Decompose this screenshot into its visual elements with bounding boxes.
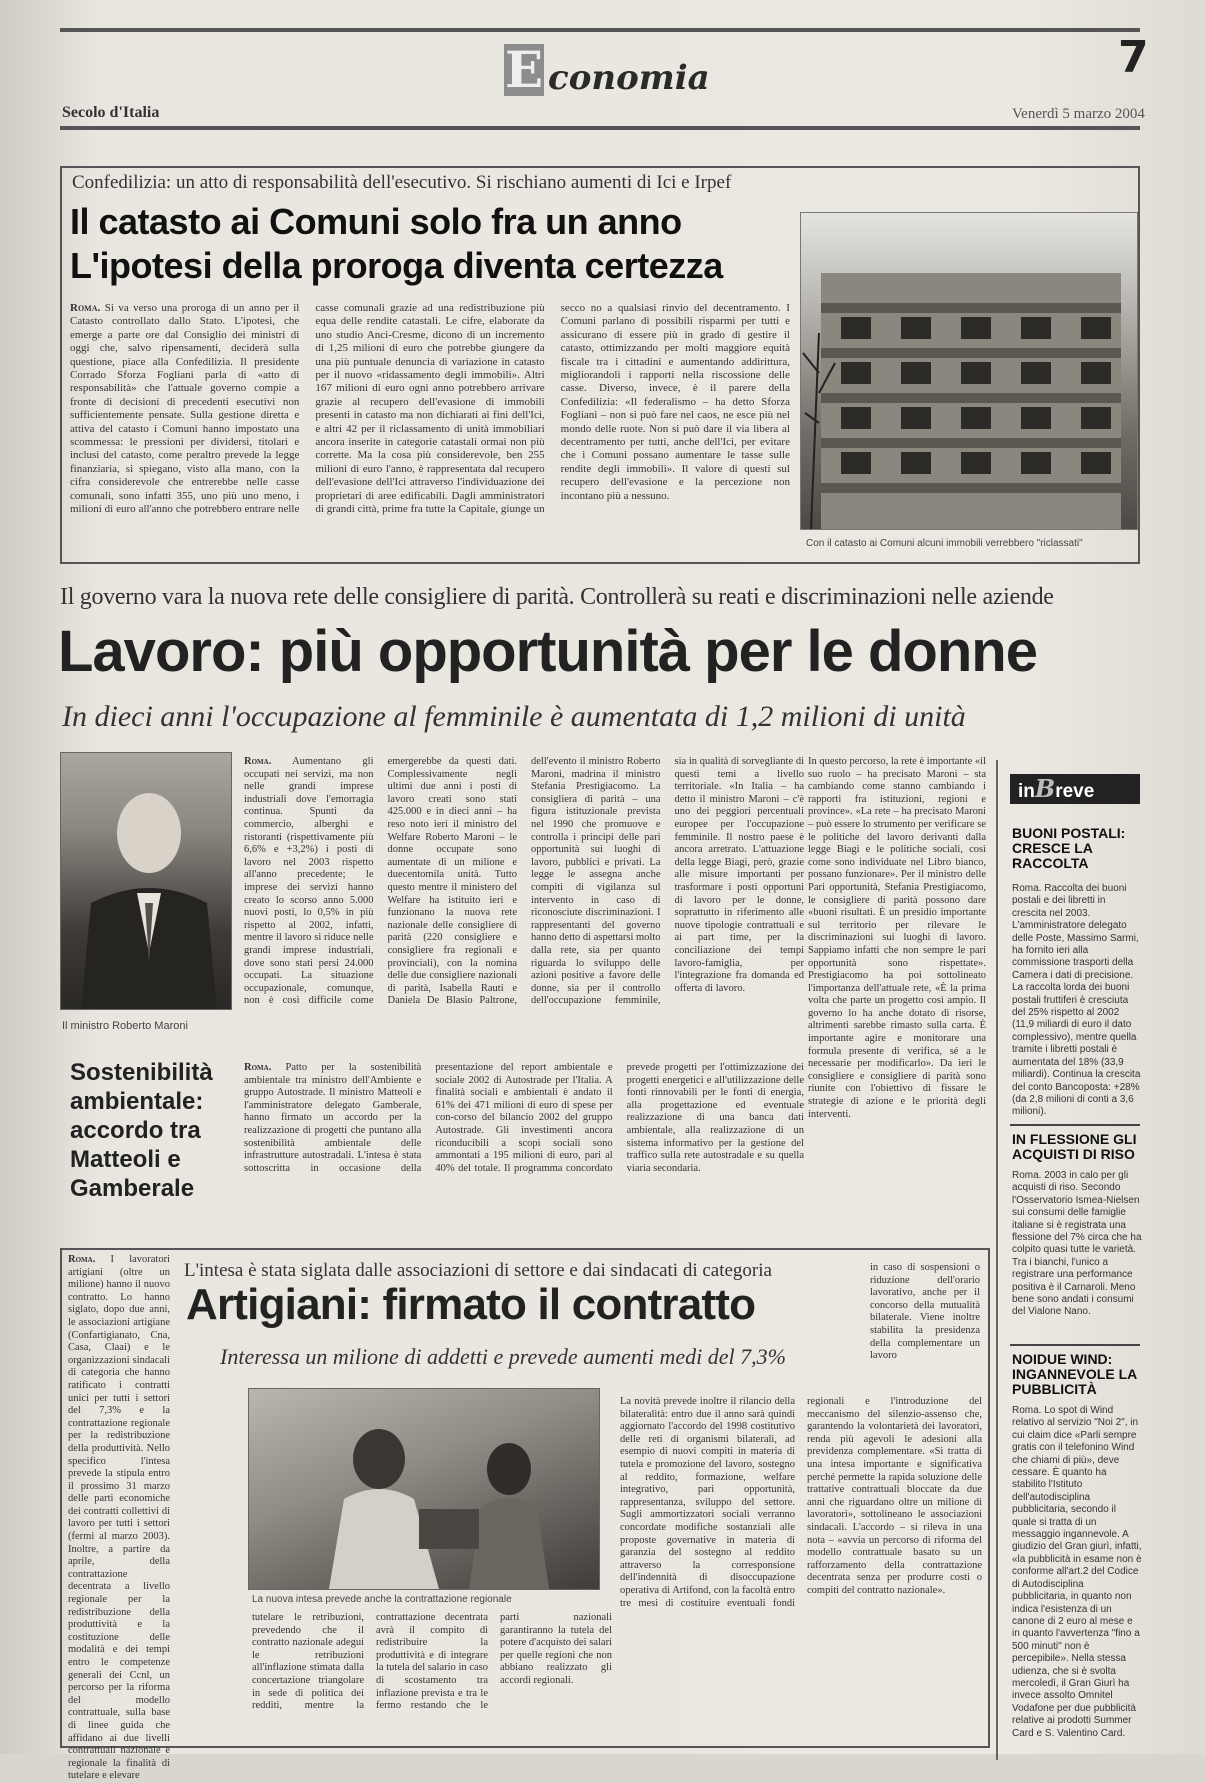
article-lavoro-headline: Lavoro: più opportunità per le donne <box>58 619 1037 684</box>
dateline: Roma. <box>244 1062 272 1073</box>
article-artigiani-left-text: I lavoratori artigiani (oltre un milione) hanno il nuovo contratto. Lo hanno siglato, dopo due anni, le associazioni artigiane (Confartigianato, Cna, Casa, Claai) e le organizzazioni sindacali di categoria che hanno ratificato i contratti unici per tutti i settori del 7,3% e la contrattazione regionale per la redistribuzione della produttività. Nello specifico l'intesa prevede la stipula entro il prossimo 31 marzo delle parti economiche dei contratti collettivi di lavoro per tutti i settori (fermi al marzo 2003). Inoltre, a partire da aprile, della contrattazione decentrata a livello regionale per la redistribuzione della produttività e la costituzione delle modalità e dei tempi entro le competenze generali dei Ccnl, un percorso per la riforma del modello contrattuale, sulla base di linee guida che affidano ai due livelli contrattuali nazionale e regionale la finalità di tutelare e elevare <box>68 1254 171 1782</box>
sidebar-separator <box>1010 1124 1140 1126</box>
article-artigiani-subhead: Interessa un milione di addetti e prevede aumenti medi del 7,3% <box>220 1344 786 1369</box>
building-illustration <box>801 213 1137 529</box>
building-photo <box>800 212 1138 530</box>
article-catasto-text: Si va verso una proroga di un anno per il Catasto controllato dallo Stato. L'ipotesi, che emerge a parte ore dal Consiglio dei ministri di oggi che, salvo ripensamenti, deciderà sulla questione, piace alla Confedilizia. Il presidente Corrado Sforza Fogliani parla di «atto di responsabilità» che l'attuale governo compie a fronte di decisioni di precedenti esecutivi non sufficientemente pensate. Sulla gestione diretta e attiva del catasto i Comuni hanno impostato una scommessa: le pressioni per dividersi, titolari e inclusi del catasto, come peraltro prevede la legge finanziaria, si spiegano, visto alla mano, con la cifra considerevole che entrerebbe nelle casse comunali, sono infatti 355, uno più uno meno, i milioni di euro all'anno che potrebbero entrare nelle casse comunali grazie ad una redistribuzione più equa delle rendite catastali. Le cifre, elaborate da uno studio Anci-Cresme, dicono di un incremento di 1,25 milioni di euro che potrebbe giungere da una più puntuale denuncia di variazione in catasto per il nuovo «ridassamento degli immobili». Altri 167 milioni di euro ogni anno potrebbero arrivare grazie al recupero dell'evasione di immobili presenti in catasto ma non dichiarati ai fini dell'Ici, e altri 42 per il riclassamento di unità immobiliari ancora inserite in categorie catastali ormai non più corrette. Ma la cosa più considerevole, ben 255 milioni di euro l'anno, è rappresentata dal recupero dell'evasione dell'Ici attraverso l'individuazione dei proprietari di aree edificabili. Dagli amministratori di grandi città, prime fra tutte la Capitale, giunge un secco no a qualsiasi rinvio del decentramento. I Comuni parlano di possibili risparmi per tutti e assicurano di essere più in grado di gestire il catasto, ottimizzando per molti maggiore equità fiscale tra i cittadini e aumentando addirittura, migliorandoli i rapporti nella riscossione delle casse. Diverso, invece, è il parere della Confedilizia: «Il federalismo – ha detto Sforza Fogliani – non si può fare nel caos, ne esce più nel mondo delle ruote. Non si può dare il via libera al decentramento per tutti, anche dell'Ici, per evitare che i Comuni possano aumentare le tasse sulle rendite degli immobili». Il valore di questi sul recupero dell'evasione e la percezione non incontano più a nessuno. <box>70 302 790 516</box>
article-sostenibilita-headline: Sostenibilità ambientale: accordo tra Matteoli e Gamberale <box>70 1059 213 1202</box>
section-initial: E <box>504 40 544 99</box>
building-photo-caption: Con il catasto ai Comuni alcuni immobili verrebbero "riclassati" <box>806 538 1083 549</box>
headline-line-2: L'ipotesi della proroga diventa certezza <box>70 245 723 286</box>
minister-photo <box>60 752 232 1010</box>
article-lavoro-kicker: Il governo vara la nuova rete delle consigliere di parità. Controllerà su reati e discriminazioni nelle aziende <box>60 584 1054 610</box>
header-rule <box>60 126 1140 130</box>
dateline: Roma. <box>244 756 272 767</box>
dateline: Roma. <box>70 302 101 314</box>
workers-photo <box>248 1388 600 1590</box>
article-catasto-body <box>70 302 790 547</box>
article-sostenibilita-text: Patto per la sostenibilità ambientale tra ministro dell'Ambiente e gruppo Autostrade. Il ministro Matteoli e l'amministratore delegato Gamberale, hanno firmato un accordo per la realizzazione di progetti che puntano alla sostenibilità ambientale delle infrastrutture autostradali. L'intesa è stata sottoscritta in occasione della presentazione del report ambientale e sociale 2002 di Autostrade per l'Italia. A finalità sociali e ambientali è andato il 61% dei 471 milioni di euro di spese per con-corso del bilancio 2002 del gruppo Autostrade. Gli investimenti ancora riconducibili a scopi sociali sono ammontati a 195 milioni di euro, pari al 40% del totale. Il programma concordato prevede progetti per l'ottimizzazione dei progetti energetici e all'utilizzazione delle fonti rinnovabili per le fonti di energia, alla progettazione ed eventuale realizzazione di una banca dati ambientale, alla realizzazione di un sistema informativo per la gestione del traffico sulla rete autostradale e su quella viaria secondaria. <box>244 1062 804 1174</box>
article-lavoro-body <box>244 756 804 1040</box>
top-rule <box>60 28 1140 32</box>
article-artigiani-kicker: L'intesa è stata siglata dalle associazioni di settore e dai sindacati di categoria <box>184 1260 772 1281</box>
workers-illustration <box>249 1389 599 1589</box>
headline-line-1: Il catasto ai Comuni solo fra un anno <box>70 201 682 242</box>
sidebar-item-title: NOIDUE WIND: INGANNEVOLE LA PUBBLICITÀ <box>1012 1351 1137 1397</box>
sidebar-rule <box>996 760 998 1760</box>
workers-photo-caption: La nuova intesa prevede anche la contrattazione regionale <box>252 1594 512 1605</box>
sidebar-item-body: Roma. Raccolta dei buoni postali e dei libretti in crescita nel 2003. L'amministratore delegato delle Poste, Massimo Sarmi, ha fornito ieri alla commissione trasporti della Camera i dati di precisione. La raccolta lorda dei buoni postali fruttiferi è cresciuta del 25% rispetto al 2002 (11,9 miliardi di euro il dato complessivo), mentre quella tramite i libretti postali è aumentata del 18% (33,9 miliardi). Continua la crescita del conto Bancoposta: +28% (da 2,8 milioni di conti a 3,6 milioni). <box>1012 883 1141 1118</box>
dateline: Roma. <box>68 1254 96 1265</box>
article-artigiani-body-b: La novità prevede inoltre il rilancio della bilateralità: entro due il anno sarà quindi aggiornato l'accordo del 1998 costitutivo delle reti di organismi bilaterali, ad esempio di nuovi compiti in materia di tutela e promozione del lavoro, sostegno al reddito, formazione, welfare integrativo, pari opportunità, rappresentanza, sviluppo del settore. Sugli ammortizzatori sociali verranno concordate modifiche sostanziali alle proposte governative in materia di garanzia del sostegno al reddito attraverso la corresponsione dell'indennità di disoccupazione operativa di Artifond, con la facoltà entro tre mesi di costituire eventuali fondi regionali e l'introduzione del meccanismo del silenzio-assenso che, garantendo la volontarietà dei lavoratori, renda più agevoli le adesioni alla previdenza complementare. «Si tratta di una intesa importante e significativa perché permette la rapida soluzione delle trattative contrattuali bloccate da due anni che riguardano oltre un milione di lavoratori», sottolineano le associazioni sindacali. L'accordo – si rileva in una nota – «avvia un percorso di riforma del modello contrattuale basato su un rafforzamento della contrattazione decentrata senza per produrre costi o compiti del contratto nazionale». <box>620 1396 982 1609</box>
masthead: Secolo d'Italia <box>62 104 160 121</box>
header-date: Venerdì 5 marzo 2004 <box>1012 106 1145 122</box>
article-sostenibilita-body <box>244 1062 804 1242</box>
section-title: conomia <box>548 58 710 98</box>
sidebar-separator <box>1010 1344 1140 1346</box>
sidebar-item <box>1012 826 1142 1143</box>
sidebar-item-body: Roma. Lo spot di Wind relativo al servizio "Noi 2", in cui claim dice «Parli sempre gratis con il telefonino Wind che chiami di più», deve cessare. È quanto ha stabilito l'Istituto dell'autodisciplina pubblicitaria, secondo il quale si tratta di un messaggio ingannevole. A giudizio del Gran giurì, infatti, «la pubblicità in esame non è conforme all'art.2 del Codice di Autodisciplina pubblicitaria, in quanto non indica l'esistenza di un canone di 2 euro al mese e in quanto l'avvertenza "fino a 500 minuti" non è percepibile». Nella stessa udienza, che si è svolta mercoledì, il Gran Giurì ha invece assolto Omnitel Vodafone per due pubblicità relative ai prodotti Summer Card e S. Valentino Card. <box>1012 1405 1142 1739</box>
article-lavoro-text: Aumentano gli occupati nei servizi, ma non nelle grandi imprese industriali dove l'emorragia continua. Spunti da commercio, alberghi e ristoranti (rispettivamente più 6,6% e +3,2%) i posti di lavoro nel 2003 rispetto all'anno precedente; le imprese dei servizi hanno creato lo scorso anno 5.000 nuovi posti, lo 0,5% in più rispetto al 2002, infatti, mentre il lavoro si riduce nelle grandi imprese industriali, dove sono stati persi 24.000 occupati. La situazione occupazionale, comunque, non è così difficile come emergerebbe da questi dati. Complessivamente negli ultimi due anni i posti di lavoro creati sono stati 425.000 e in dieci anni – ha reso noto ieri il ministro del Welfare Roberto Maroni – le donne occupate sono aumentate di un milione e duecentomila unità. Tutto questo mentre il ministero del Welfare ha istituito ieri e funzionano la nuova rete nazionale delle consigliere di parità (220 consigliere e consigliere fra regionali e provinciali), con la nomina delle due consigliere nazionali di parità, Isabella Rauti e Daniela De Blasio Paltrone, dell'evento il ministro Roberto Maroni, madrina il ministro Stefania Prestigiacomo. La consigliera di parità – una figura istituzionale prevista nel 1990 che promuove e controlla i principi delle pari opportunità sui luoghi di lavoro, pubblici e privati. La legge le assegna anche compiti di vigilanza sul intervento in caso di riconosciute discriminazioni. I rappresentanti del governo hanno detto di aspettarsi molto dalla rete, sia per quanto riguarda lo sviluppo delle azioni positive a favore delle donne, sia per il controllo dell'occupazione femminile, sia in qualità di sorvegliante di questi temi a livello territoriale. «In Italia – ha detto il ministro Maroni – c'è uno dei peggiori percentuali europee per l'occupazione femminile. Il nostro paese è ancora arretrato. L'attuazione della legge Biagi, però, grazie alle misure importanti per trasformare i posti opportuni di lavoro per le donne, soprattutto in riferimento alle nuove tipologie contrattuali e ai part time, per la conciliazione dei tempi lavoro-famiglia, per l'integrazione fra domanda ed offerta di lavoro. <box>244 756 804 1007</box>
sidebar-item <box>1012 1352 1142 1745</box>
sidebar-item-title: BUONI POSTALI: CRESCE LA RACCOLTA <box>1012 825 1126 871</box>
article-lavoro-body-last-column: In questo percorso, la rete è importante «il suo ruolo – ha precisato Maroni – sta cambiando come stanno cambiando i rapporti fra istituzioni, regioni e province». «La rete – ha precisato Maroni – può essere lo strumento per verificare se le politiche del lavoro derivanti dalla legge Biagi e le politiche sociali, così come sono individuate nel Libro bianco, possano funzionare». Per il ministro delle Pari opportunità, Stefania Prestigiacomo, le consigliere di parità possono dare «buoni risultati. È un presidio importante sul territorio per rilevare le discriminazioni sui luoghi di lavoro. Sappiamo infatti che non sempre le pari opportunità sono rispettate». Prestigiacomo ha poi sottolineato l'importanza dell'attuale rete, «È la prima volta che parte un progetto così ampio. Il governo lo ha anche dotato di risorse, altrimenti sarebbe rimasto sulla carta. È importante agire e monitorare una formula presente di verifica, sé a le necessarie per modificarlo». Da ieri le consigliere e consigliere di parità sono riunite con l'obiettivo di fissare le strategie di azione e le priorità degli interventi. <box>808 756 986 1120</box>
sidebar-item-body: Roma. 2003 in calo per gli acquisti di riso. Secondo l'Osservatorio Ismea-Nielsen sui consumi delle famiglie italiane si è registrata una flessione del 7% circa che ha colpito quasi tutte le varietà. Tra i bianchi, l'unico a registrare una performance positiva è il Carnaroli. Meno bene sono andati i consumi del Vialone Nano. <box>1012 1170 1142 1318</box>
article-artigiani-headline: Artigiani: firmato il contratto <box>186 1280 756 1329</box>
article-artigiani-left-column <box>68 1254 171 1782</box>
article-catasto-headline <box>70 200 723 288</box>
page-number: 7 <box>1118 32 1149 83</box>
minister-photo-caption: Il ministro Roberto Maroni <box>62 1020 188 1032</box>
minister-portrait <box>61 753 231 1009</box>
article-catasto-kicker: Confedilizia: un atto di responsabilità dell'esecutivo. Si rischiano aumenti di Ici e Irpef <box>72 172 732 193</box>
sidebar-item-title: IN FLESSIONE GLI ACQUISTI DI RISO <box>1012 1131 1137 1162</box>
article-artigiani-right-column: in caso di sospensioni o riduzione dell'orario lavorativo, anche per il concorso della mutualità bilaterale. Viene inoltre stabilita la presidenza della complementare un lavoro <box>870 1262 980 1362</box>
article-lavoro-subhead: In dieci anni l'occupazione al femminile è aumentata di 1,2 milioni di unità <box>62 700 966 733</box>
article-artigiani-body-a: tutelare le retribuzioni, prevedendo che il contratto nazionale adegui le retribuzioni all'inflazione stimata dalla concertazione triangolare in sede di politica dei redditi, mentre la contrattazione decentrata avrà il compito di redistribuire la produttività e di integrare la tutela del salario in caso di scostamento tra inflazione prevista e tra le fermo restando che le parti nazionali garantiranno la tutela del potere d'acquisto dei salari per quelle regioni che non abbiano realizzato gli accordi regionali. <box>252 1612 612 1712</box>
sidebar-item <box>1012 1132 1142 1320</box>
in-breve-banner: inBreve <box>1010 774 1140 804</box>
